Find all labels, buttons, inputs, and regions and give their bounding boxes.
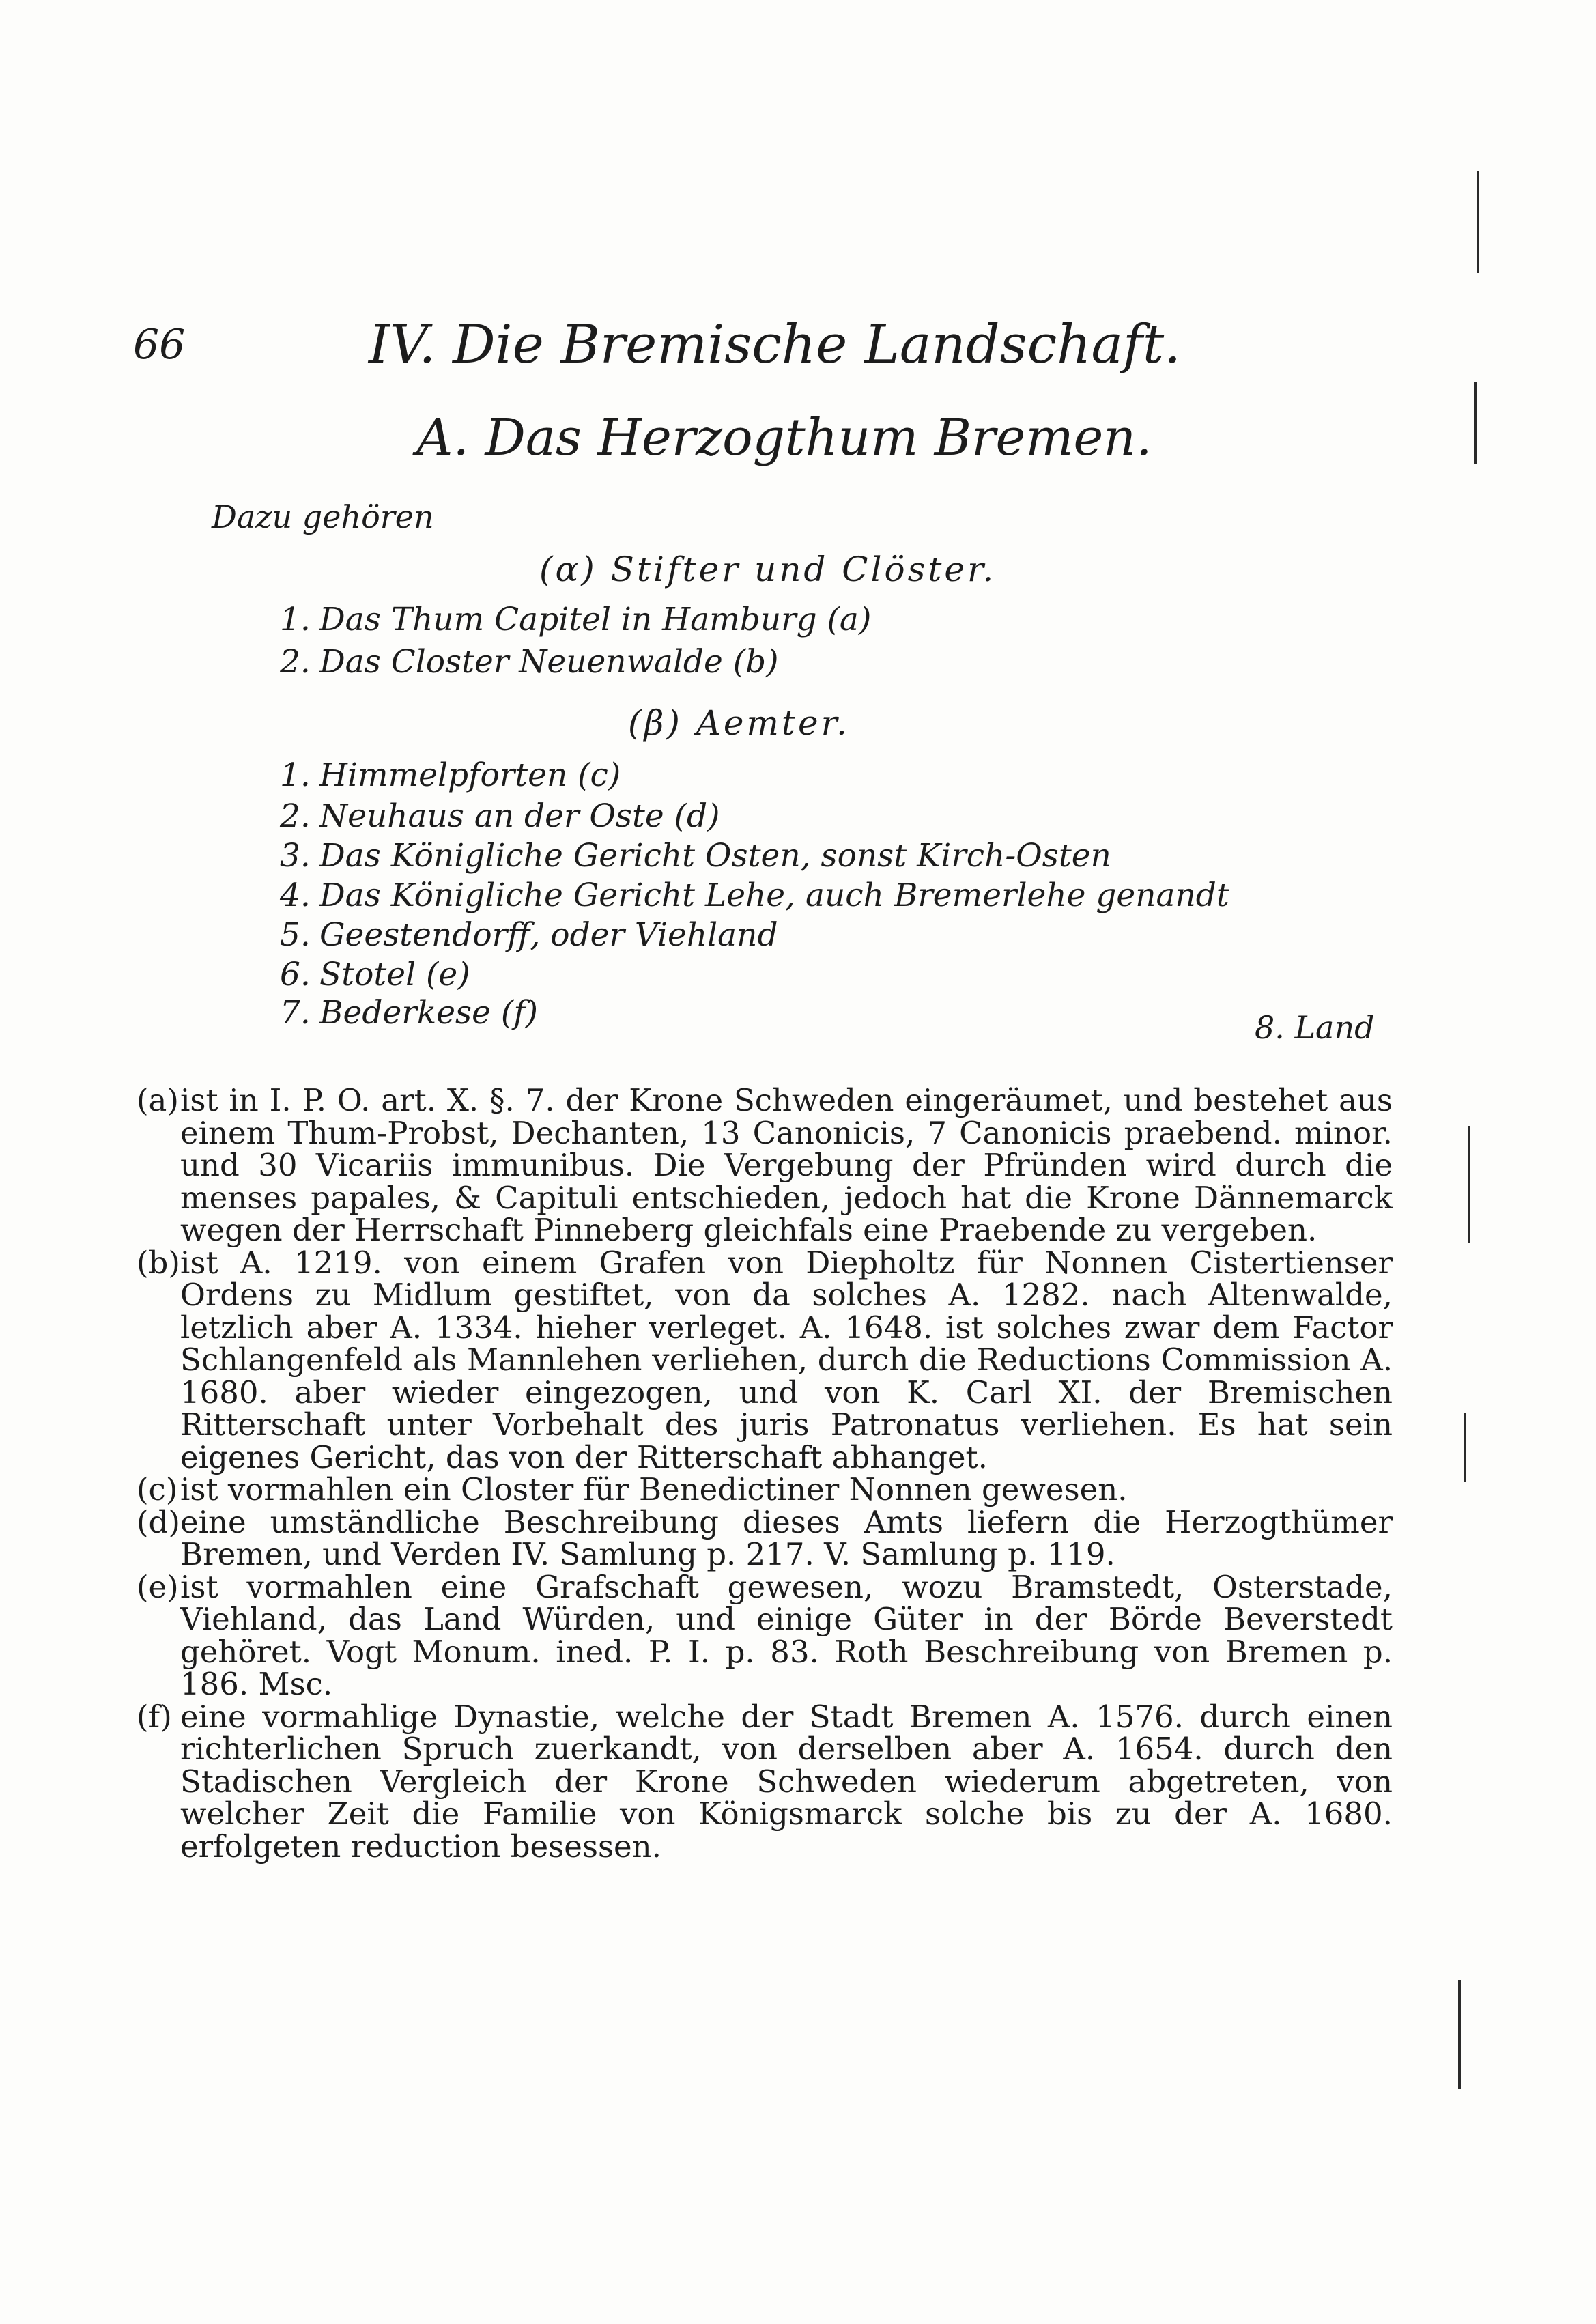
list-item-number: 6.	[280, 956, 311, 993]
list-item-text: Das Königliche Gericht Lehe, auch Bremerlehe genandt	[319, 877, 1229, 914]
footnote-mark: (b)	[137, 1244, 180, 1281]
footnote-b	[137, 1244, 1393, 1475]
footnote-a	[137, 1084, 1393, 1247]
intro-text: Dazu gehören	[212, 498, 434, 535]
scan-edge-mark	[1477, 171, 1479, 273]
scan-edge-mark	[1474, 382, 1477, 464]
scan-edge-mark	[1468, 1126, 1470, 1243]
footnote-mark: (e)	[137, 1568, 179, 1605]
footnote-mark: (f)	[137, 1698, 172, 1735]
footnote-d	[137, 1503, 1393, 1572]
footnote-text: ist in I. P. O. art. X. §. 7. der Krone Schweden eingeräumet, und bestehet aus einem Thum-Probst, Dechanten, 13 Canonicis, 7 Canonicis praebend. minor. und 30 Vicariis immunibus. Die Vergebung der Pfründen wird durch die menses papales, & Capituli entschieden, jedoch hat die Krone Dännemarck wegen der Herrschaft Pinneberg gleichfals eine Praebende zu vergeben.	[180, 1082, 1393, 1248]
list-item-number: 2.	[280, 797, 311, 835]
list-item-text: Neuhaus an der Oste (d)	[319, 797, 720, 835]
footnote-text: ist A. 1219. von einem Grafen von Diepholtz für Nonnen Cistertienser Ordens zu Midlum gestiftet, von da solches A. 1282. nach Altenwalde, letzlich aber A. 1334. hieher verleget. A. 1648. ist solches zwar dem Factor Schlangenfeld als Mannlehen verliehen, durch die Reductions Commission A. 1680. aber wieder eingezogen, und von K. Carl XI. der Bremischen Ritterschaft unter Vorbehalt des juris Patronatus verliehen. Es hat sein eigenes Gericht, das von der Ritterschaft abhanget.	[180, 1244, 1393, 1475]
list-item-text: Stotel (e)	[319, 956, 470, 993]
page-subtitle: A. Das Herzogthum Bremen.	[416, 408, 1152, 467]
footnote-e	[137, 1568, 1393, 1702]
list-item-text: Bederkese (f)	[319, 994, 538, 1032]
list-item-text: Das Thum Capitel in Hamburg (a)	[319, 601, 872, 638]
list-item-number: 7.	[280, 994, 311, 1032]
footnote-mark: (d)	[137, 1503, 180, 1540]
list-item	[280, 756, 621, 794]
footnote-text: eine umständliche Beschreibung dieses Amts liefern die Herzogthümer Bremen, und Verden IV. Samlung p. 217. V. Samlung p. 119.	[180, 1503, 1393, 1572]
section-heading-stifter: (α) Stifter und Clöster.	[539, 550, 997, 589]
list-item-text: Das Königliche Gericht Osten, sonst Kirch-Osten	[319, 837, 1111, 875]
list-item	[280, 956, 470, 993]
list-item-text: Geestendorff, oder Viehland	[319, 916, 778, 954]
footnote-text: ist vormahlen ein Closter für Benedictiner Nonnen gewesen.	[180, 1471, 1128, 1507]
list-item-number: 1.	[280, 601, 311, 638]
footnote-mark: (a)	[137, 1082, 179, 1118]
footnote-text: ist vormahlen eine Grafschaft gewesen, wozu Bramstedt, Osterstade, Viehland, das Land Würden, und einige Güter in der Börde Beverstedt gehöret. Vogt Monum. ined. P. I. p. 83. Roth Beschreibung von Bremen p. 186. Msc.	[180, 1568, 1393, 1702]
list-item	[280, 837, 1111, 875]
footnotes	[137, 1082, 1393, 1865]
list-item-number: 3.	[280, 837, 311, 875]
list-item	[280, 916, 778, 954]
footnote-f	[137, 1698, 1393, 1865]
catchword: 8. Land	[1255, 1009, 1375, 1046]
list-item-number: 1.	[280, 756, 311, 794]
list-item	[280, 877, 1229, 914]
footnote-c	[137, 1473, 1393, 1506]
list-item-text: Das Closter Neuenwalde (b)	[319, 643, 779, 681]
list-item	[280, 601, 871, 638]
list-item-number: 2.	[280, 643, 311, 681]
section-heading-aemter: (β) Aemter.	[628, 703, 850, 743]
page-number: 66	[133, 321, 186, 369]
list-item-number: 5.	[280, 916, 311, 954]
list-item	[280, 643, 778, 681]
page-title: IV. Die Bremische Landschaft.	[369, 314, 1182, 375]
list-item	[280, 994, 538, 1032]
scan-edge-mark	[1464, 1413, 1466, 1482]
footnote-text: eine vormahlige Dynastie, welche der Stadt Bremen A. 1576. durch einen richterlichen Spruch zuerkandt, von derselben aber A. 1654. durch den Stadischen Vergleich der Krone Schweden wiederum abgetreten, von welcher Zeit die Familie von Königsmarck solche bis zu der A. 1680. erfolgeten reduction besessen.	[180, 1698, 1393, 1865]
scan-edge-mark	[1458, 1980, 1461, 2089]
list-item-number: 4.	[280, 877, 311, 914]
footnote-mark: (c)	[137, 1471, 178, 1507]
list-item-text: Himmelpforten (c)	[319, 756, 621, 794]
list-item	[280, 797, 719, 835]
